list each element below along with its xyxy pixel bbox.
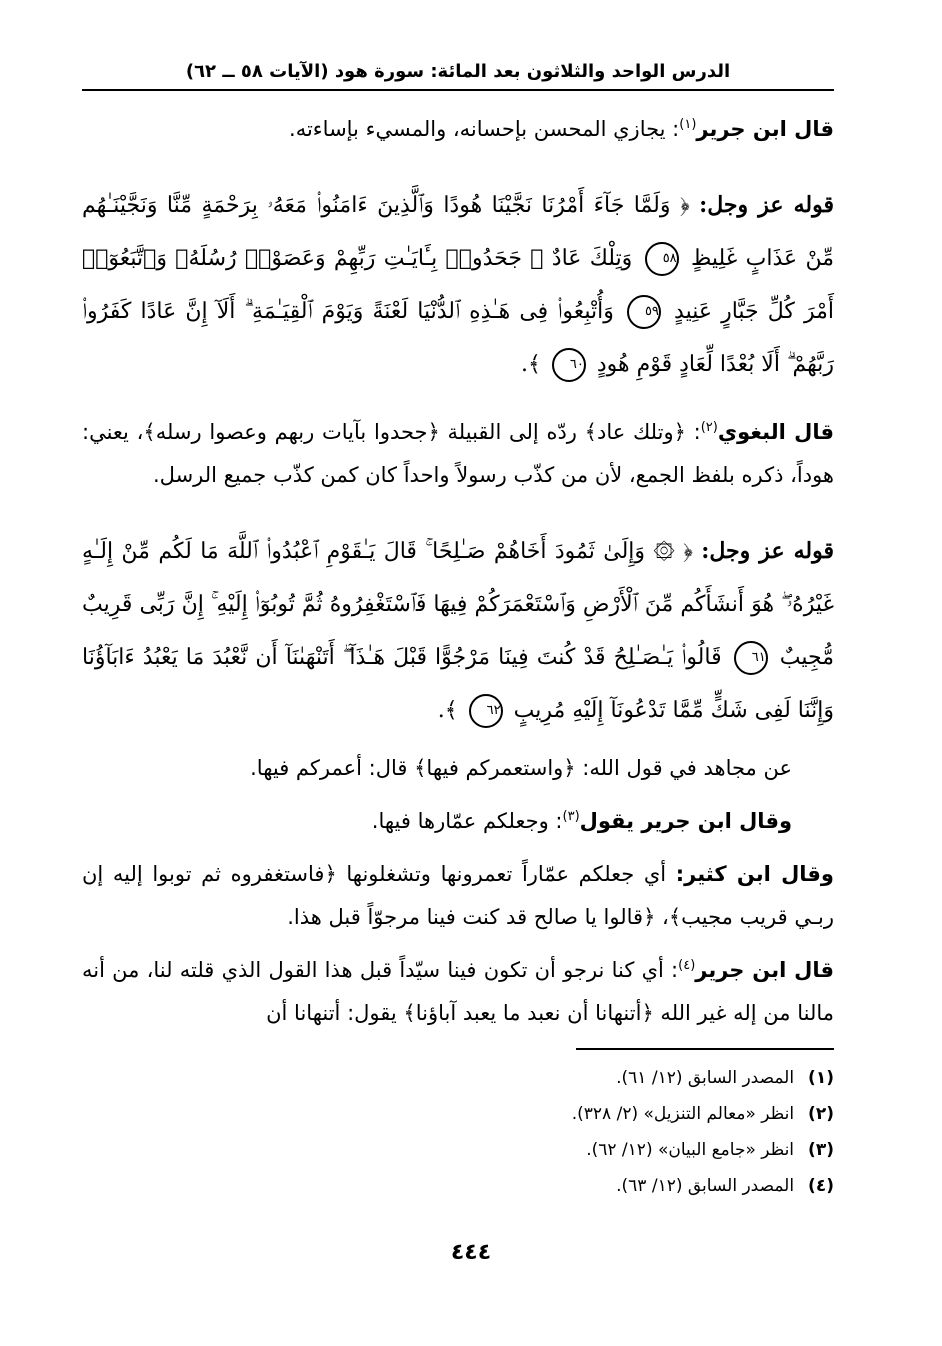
speaker-label: وقال ابن جرير يقول — [579, 809, 792, 833]
quran-text: ﴿ ۞ وَإِلَىٰ ثَمُودَ أَخَاهُمْ صَـٰلِحًا ۚ قَالَ يَـٰقَوْمِ ٱعْبُدُوا۟ ٱللَّهَ مَا لَكُم مِّنْ إِلَـٰهٍ غَيْرُهُۥ ۖ هُوَ أَنشَأَكُم مِّنَ ٱلْأَرْضِ وَٱسْتَعْمَرَكُمْ فِيهَا فَٱسْتَغْفِرُوهُ ثُمَّ تُوبُوٓا۟ إِلَيْهِ ۚ إِنَّ رَبِّى قَرِيبٌ مُّجِيبٌ — [82, 539, 834, 670]
footnote-text: انظر «معالم التنزيل» (٢/ ٣٢٨). — [571, 1104, 795, 1124]
footnote-text: المصدر السابق (١٢/ ٦١). — [616, 1068, 795, 1088]
running-header: الدرس الواحد والثلاثون بعد المائة: سورة هود (الآيات ٥٨ ــ ٦٢) — [185, 61, 731, 82]
paragraph-ibn-jarir-1 — [82, 108, 834, 151]
paragraph-text: : وجعلكم عمّارها فيها. — [371, 809, 563, 833]
quran-text: ﴾. — [520, 352, 548, 377]
paragraph-ibn-kathir — [82, 853, 834, 939]
footnote-number: (١) — [808, 1068, 834, 1088]
header-rule — [82, 89, 834, 91]
paragraph-text: أي جعلكم عمّاراً تعمرونها وتشغلونها ﴿فاستغفروه ثم توبوا إليه إن ربـي قريب مجيب﴾، ﴿قالوا يا صالح قد كنت فينا مرجوّاً قبل هذا. — [82, 862, 834, 929]
speaker-label: قال البغوي — [717, 420, 834, 444]
footnote-separator — [576, 1048, 834, 1050]
footnote-number: (٣) — [808, 1140, 834, 1160]
footnote-item — [82, 1132, 834, 1168]
ayah-number-marker: ٦٠ — [552, 348, 586, 382]
paragraph-ibn-jarir-3 — [82, 800, 834, 843]
quran-text: وَتِلْكَ عَادٌ ۖ جَحَدُوا۟ بِـَٔايَـٰتِ رَبِّهِمْ وَعَصَوْا۟ رُسُلَهُۥ وَٱتَّبَعُوٓا۟ أَمْرَ كُلِّ جَبَّارٍ عَنِيدٍ — [82, 246, 834, 324]
paragraph-verses-61-62 — [82, 525, 834, 737]
footnote-item — [82, 1096, 834, 1132]
footnote-text: انظر «جامع البيان» (١٢/ ٦٢). — [586, 1140, 795, 1160]
paragraph-mujahid — [82, 747, 834, 790]
paragraph-text: عن مجاهد في قول الله: ﴿واستعمركم فيها﴾ قال: أعمركم فيها. — [250, 756, 792, 780]
quran-text: وَأُتْبِعُوا۟ فِى هَـٰذِهِ ٱلدُّنْيَا لَعْنَةً وَيَوْمَ ٱلْقِيَـٰمَةِ ۗ أَلَآ إِنَّ عَادًا كَفَرُوا۟ رَبَّهُمْ ۗ أَلَا بُعْدًا لِّعَادٍ قَوْمِ هُودٍ — [82, 299, 834, 377]
page-body — [82, 98, 834, 1035]
speaker-label: قوله عز وجل: — [701, 538, 834, 564]
paragraph-text: : أي كنا نرجو أن تكون فينا سيّداً قبل هذا القول الذي قلته لنا، من أنه مالنا من إله غير الله ﴿أتنهانا أن نعبد ما يعبد آباؤنا﴾ يقول: أتنهانا أن — [82, 958, 834, 1025]
footnote-number: (٤) — [808, 1176, 834, 1196]
ayah-number-marker: ٥٨ — [645, 242, 679, 276]
quran-text: قَالُوا۟ يَـٰصَـٰلِحُ قَدْ كُنتَ فِينَا مَرْجُوًّا قَبْلَ هَـٰذَآ ۖ أَتَنْهَىٰنَآ أَن نَّعْبُدَ مَا يَعْبُدُ ءَابَآؤُنَا وَإِنَّنَا لَفِى شَكٍّ مِّمَّا تَدْعُونَآ إِلَيْهِ مُرِيبٍ — [82, 645, 834, 723]
speaker-label: وقال ابن كثير: — [675, 862, 834, 886]
paragraph-baghawi — [82, 411, 834, 497]
paragraph-verses-58-60 — [82, 179, 834, 391]
speaker-label: قوله عز وجل: — [699, 192, 834, 218]
paragraph-ibn-jarir-4 — [82, 949, 834, 1035]
speaker-label: قال ابن جرير — [695, 958, 834, 982]
footnote-ref[interactable]: (٤) — [678, 958, 696, 973]
footnote-ref[interactable]: (١) — [679, 117, 697, 132]
ayah-number-marker: ٦٢ — [469, 694, 503, 728]
quran-text: ﴾. — [437, 698, 465, 723]
ayah-number-marker: ٥٩ — [627, 295, 661, 329]
footnote-ref[interactable]: (٣) — [562, 809, 580, 824]
footnote-item — [82, 1060, 834, 1096]
footnotes — [82, 1060, 834, 1204]
footnote-text: المصدر السابق (١٢/ ٦٣). — [616, 1176, 795, 1196]
page-number: ٤٤٤ — [450, 1240, 492, 1265]
paragraph-text: : يجازي المحسن بإحسانه، والمسيء بإساءته. — [289, 117, 680, 141]
speaker-label: قال ابن جرير — [696, 117, 834, 141]
footnote-item — [82, 1168, 834, 1204]
footnote-number: (٢) — [808, 1104, 834, 1124]
paragraph-text: : ﴿وتلك عاد﴾ ردّه إلى القبيلة ﴿جحدوا بآيات ربهم وعصوا رسله﴾، يعني: هوداً، ذكره بلفظ الجمع، لأن من كذّب رسولاً واحداً كان كمن كذّب جميع الرسل. — [82, 420, 834, 487]
quran-text: ﴿ وَلَمَّا جَآءَ أَمْرُنَا نَجَّيْنَا هُودًا وَٱلَّذِينَ ءَامَنُوا۟ مَعَهُۥ بِرَحْمَةٍ مِّنَّا وَنَجَّيْنَـٰهُم مِّنْ عَذَابٍ غَلِيظٍ — [82, 193, 834, 271]
ayah-number-marker: ٦١ — [734, 641, 768, 675]
footnote-ref[interactable]: (٢) — [700, 420, 718, 435]
